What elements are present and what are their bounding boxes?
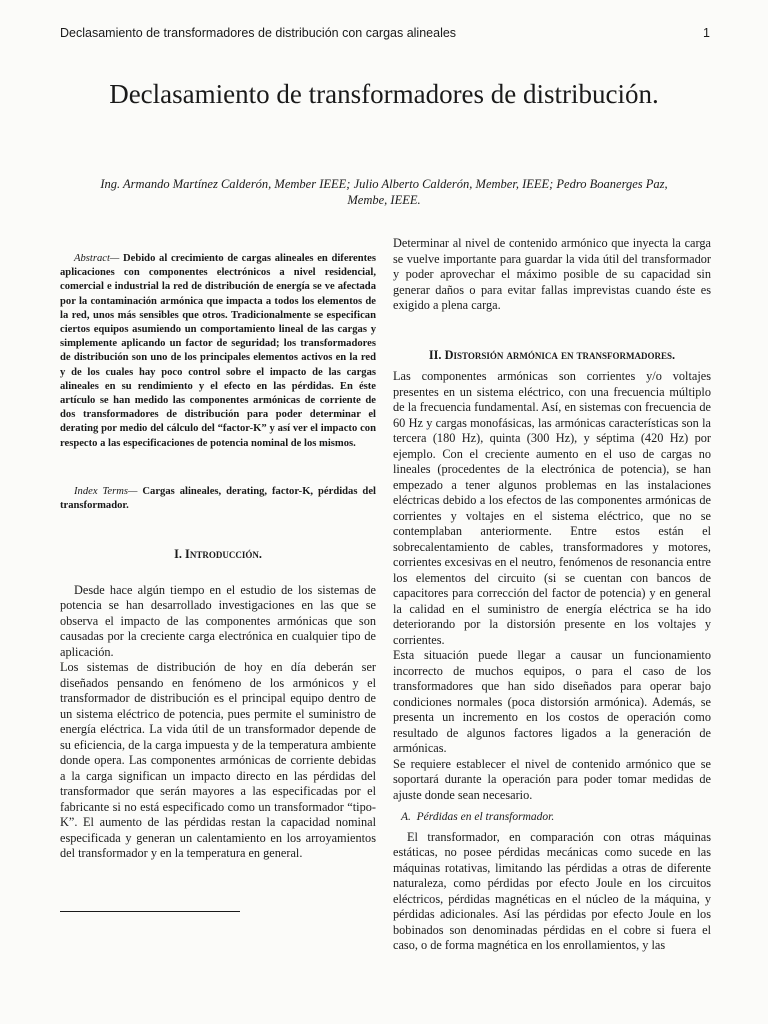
section-title: Distorsión armónica en transformadores.	[444, 347, 676, 362]
section-number: I.	[174, 547, 182, 562]
paragraph: Determinar al nivel de contenido armónico que inyecta la carga se vuelve importante para guardar la vida útil del transformador y poder aprovechar el máximo posible de su capacidad sin generar daños o para evitar fallas imprevistas cuando éste es exigido a plena carga.	[393, 236, 711, 312]
paragraph: Se requiere establecer el nivel de contenido armónico que se soportará durante la operación para poder tomar medidas de ajuste donde sean necesario.	[393, 756, 711, 802]
subsection-heading	[393, 810, 711, 826]
section-number: II.	[428, 347, 442, 362]
section-heading-distorsion	[393, 348, 711, 364]
subsection-title: Pérdidas en el transformador.	[416, 811, 555, 823]
paragraph: Las componentes armónicas son corrientes y/o voltajes presentes en un sistema eléctrico, con una frecuencia múltiplo de la frecuencia fundamental. Así, en sistemas con frecuencia de 60 Hz y cargas monofásicas, las armónicas características son la tercera (180 Hz), quinta (300 Hz), y séptima (420 Hz) por ejemplo. Con el creciente aumento en el uso de cargas no lineales (procedentes de la electrónica de potencia), se han empezado a tener algunos problemas en las instalaciones eléctricas debido a los efectos de las componentes armónicas de corrientes y voltajes en el sistema eléctrico, que no se contemplaban anteriormente. Entre estos están el sobrecalentamiento de cables, transformadores y motores, corrientes excesivas en el neutro, fenómenos de resonancia entre los elementos del circuito (si se cuentan con bancos de capacitores para corrección del factor de potencia) y en general la calidad en el suministro de energía eléctrica se ha ido deteriorando por la distorsión presente en los voltajes y corrientes.	[393, 369, 711, 647]
author-list: Ing. Armando Martínez Calderón, Member IEEE; Julio Alberto Calderón, Member, IEEE; Pedro Boanerges Paz, Membe, IEEE.	[100, 177, 668, 207]
running-header	[60, 26, 710, 40]
right-column	[393, 236, 711, 954]
page-number: 1	[703, 26, 710, 40]
footnote-rule	[60, 911, 240, 912]
paragraph: Los sistemas de distribución de hoy en día deberán ser diseñados pensando en fenómeno de los armónicos y el transformador de distribución es el principal equipo dentro de un sistema eléctrico de potencia, pues permite el suministro de energía eléctrica. La vida útil de un transformador depende de su eficiencia, de la carga impuesta y de la temperatura ambiente donde opera. Las componentes armónicas de corriente debidas a la carga significan un impacto directo en las pérdidas del transformador que serán mayores a las especificadas por el fabricante si no está especificado como un transformador “tipo-K”. El aumento de las pérdidas restan la capacidad nominal especificada y generan un calentamiento en los arroyamientos del transformador y en la temperatura en general.	[60, 660, 376, 861]
running-title: Declasamiento de transformadores de distribución con cargas alineales	[60, 26, 457, 40]
left-column	[60, 252, 376, 862]
paper-title: Declasamiento de transformadores de distribución.	[109, 79, 659, 109]
index-terms	[60, 485, 376, 513]
section-heading-introduccion	[60, 547, 376, 563]
paragraph: El transformador, en comparación con otras máquinas estáticas, no posee pérdidas mecánicas como sucede en las máquinas rotativas, limitando las pérdidas a otras de diferente naturaleza, como pérdidas por efecto Joule en los circuitos eléctricos, pérdidas magnéticas en el núcleo de la máquina, y pérdidas adicionales. Así las pérdidas por efecto Joule en los bobinados son denominadas pérdidas en el cobre si fuera el caso, o de forma magnética en los enrollamientos, y las	[393, 829, 711, 952]
abstract-label: Abstract—	[74, 253, 120, 264]
index-terms-label: Index Terms—	[74, 485, 138, 497]
abstract-text: Debido al crecimiento de cargas alineales en diferentes aplicaciones con componentes electrónicos a nivel residencial, comercial e industrial la red de distribución de energía se ve afectada por la contaminación armónica que impacta a todos los elementos de la red, unos más sensibles que otros. Tradicionalmente se especifican ciertos equipos asumiendo un comportamiento lineal de las cargas y simplemente aplicando un factor de seguridad; los transformadores de distribución son uno de los principales elementos activos en la red y de los cuales hay poco control sobre el impacto de las cargas alineales en su rendimiento y el efecto en las pérdidas. En éste artículo se han medido las componentes armónicas de corriente de dos transformadores de distribución para poder determinar el derating por medio del cálculo del “factor-K” y así ver el impacto con respecto a las especificaciones de potencia nominal de los mismos.	[60, 253, 376, 449]
paragraph: Esta situación puede llegar a causar un funcionamiento incorrecto de muchos equipos, o para el caso de los transformadores que han sido diseñados para operar bajo condiciones normales (poca distorsión armónica). Además, se presenta un incremento en los costos de operación como resultado de algunos factores ligados a la generación de armónicas.	[393, 648, 711, 755]
paragraph: Desde hace algún tiempo en el estudio de los sistemas de potencia se han desarrollado investigaciones en las que se observa el impacto de las componentes armónicas que son causadas por la creciente carga electrónica en cualquier tipo de aplicación.	[60, 582, 376, 659]
index-terms-text: Cargas alineales, derating, factor-K, pérdidas del transformador.	[60, 485, 376, 512]
subsection-label: A.	[401, 811, 411, 823]
section-title: Introducción.	[185, 547, 262, 562]
abstract	[60, 252, 376, 451]
